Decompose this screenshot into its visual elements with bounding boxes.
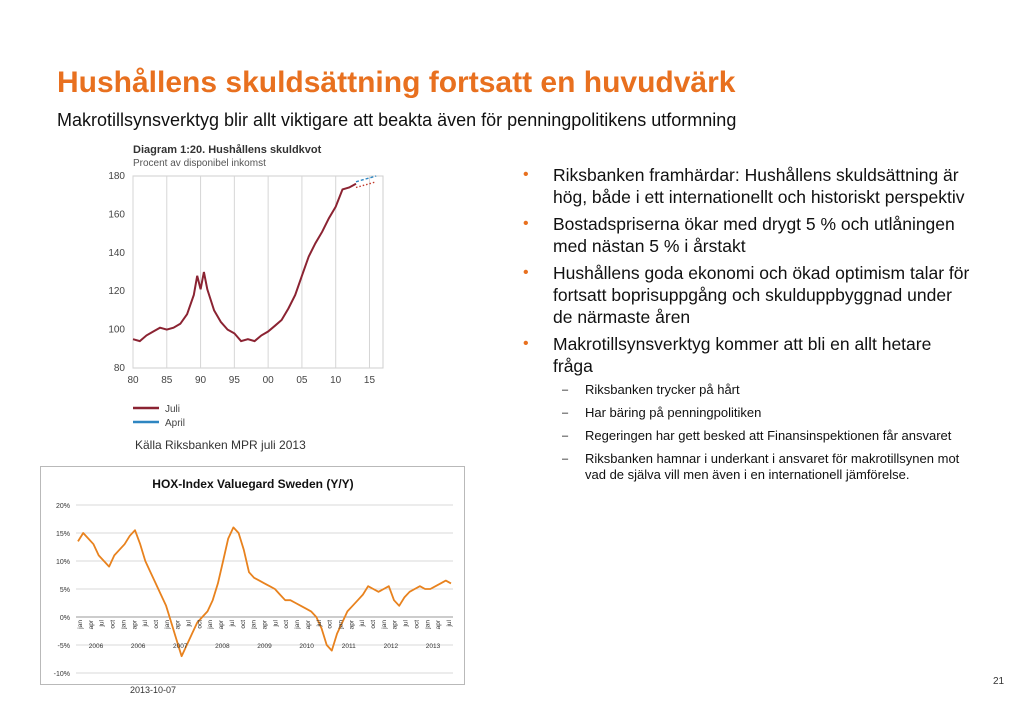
chart2-y-tick: -5% [57, 643, 70, 650]
chart2-month-tick: apr [435, 620, 443, 630]
chart2-month-tick: apr [174, 620, 182, 630]
sub-bullet-item [520, 428, 970, 444]
chart1-series-line [356, 176, 376, 182]
chart2-month-tick: jul [272, 620, 280, 627]
chart2-y-tick: 5% [59, 587, 70, 594]
chart1-x-tick: 95 [228, 375, 240, 386]
chart2-month-tick: apr [391, 620, 399, 630]
chart2-month-tick: oct [239, 620, 247, 629]
chart2-month-tick: apr [348, 620, 356, 630]
bullet-dot-icon: • [523, 264, 529, 281]
chart2-month-tick: jul [228, 620, 236, 627]
bullet-item [520, 333, 970, 377]
chart2-month-tick: jul [359, 620, 367, 627]
chart1-x-tick: 85 [161, 375, 173, 386]
chart1-legend-label: April [165, 418, 186, 429]
bullet-dot-icon: • [523, 335, 529, 352]
chart1-y-tick: 160 [108, 209, 125, 221]
bullet-text: Makrotillsynsverktyg kommer att bli en allt hetare fråga [553, 334, 932, 376]
chart1-title: Diagram 1:20. Hushållens skuldkvot [133, 144, 322, 156]
hox-index-chart [40, 466, 465, 685]
chart2-month-tick: oct [109, 620, 117, 629]
chart2-month-tick: jul [185, 620, 193, 627]
bullet-list [520, 164, 970, 490]
chart2-year-tick: 2008 [215, 643, 230, 650]
chart2-y-tick: -10% [53, 671, 70, 678]
sub-bullet-item [520, 405, 970, 421]
debt-ratio-chart [101, 138, 401, 436]
chart2-month-tick: jul [315, 620, 323, 627]
chart2-month-tick: jan [380, 620, 388, 629]
chart2-y-tick: 10% [55, 559, 70, 566]
sub-bullet-text: Har bäring på penningpolitiken [585, 405, 762, 420]
chart2-month-tick: apr [87, 620, 95, 630]
bullet-text: Riksbanken framhärdar: Hushållens skuldsättning är hög, både i ett internationellt och historiskt perspektiv [553, 165, 965, 207]
chart2-month-tick: apr [218, 620, 226, 630]
chart1-x-tick: 15 [363, 375, 376, 386]
dash-icon: – [562, 430, 569, 442]
chart2-month-tick: jul [446, 620, 453, 627]
chart2-year-tick: 2009 [257, 643, 272, 650]
chart1-y-tick: 180 [108, 171, 125, 182]
chart1-y-tick: 140 [108, 247, 125, 259]
bullet-dot-icon: • [523, 166, 529, 183]
chart2-month-tick: jan [294, 620, 302, 629]
chart1-x-tick: 05 [296, 375, 308, 386]
chart2-y-tick: 20% [55, 503, 70, 510]
chart2-year-tick: 2007 [173, 643, 188, 650]
dash-icon: – [562, 407, 569, 419]
dash-icon: – [562, 384, 569, 396]
chart1-legend-label: Juli [165, 404, 181, 415]
chart2-month-tick: oct [413, 620, 421, 629]
sub-bullet-text: Riksbanken hamnar i underkant i ansvaret för makrotillsynen mot vad de själva vill men även i en internationell jämförelse. [585, 451, 960, 482]
slide-title: Hushållens skuldsättning fortsatt en huvudvärk [57, 66, 736, 99]
bullet-text: Hushållens goda ekonomi och ökad optimism talar för fortsatt boprisuppgång och skulduppbyggnad under de närmaste åren [553, 263, 970, 327]
chart2-month-tick: jul [402, 620, 410, 627]
chart1-x-tick: 00 [262, 375, 274, 386]
sub-bullet-item [520, 382, 970, 398]
bullet-dot-icon: • [523, 215, 529, 232]
chart-source: Källa Riksbanken MPR juli 2013 [135, 438, 306, 452]
chart1-y-tick: 80 [113, 363, 125, 374]
page-number: 21 [993, 676, 1005, 687]
chart1-subtitle: Procent av disponibel inkomst [133, 158, 266, 169]
bullet-item [520, 262, 970, 328]
chart2-year-tick: 2013 [425, 643, 441, 650]
chart2-month-tick: jan [337, 620, 345, 629]
chart2-month-tick: jul [142, 620, 150, 627]
chart2-month-tick: oct [283, 620, 291, 629]
chart2-month-tick: jan [250, 620, 258, 629]
chart1-y-tick: 120 [108, 286, 125, 298]
chart2-year-tick: 2010 [299, 643, 314, 650]
bullet-item [520, 213, 970, 257]
chart2-month-tick: jan [163, 620, 171, 629]
slide-subtitle: Makrotillsynsverktyg blir allt viktigare att beakta även för penningpolitikens utformning [57, 110, 737, 130]
chart2-month-tick: oct [196, 620, 204, 629]
chart2-month-tick: jul [98, 620, 106, 627]
chart2-year-tick: 2012 [383, 643, 399, 650]
chart1-x-tick: 90 [195, 375, 207, 386]
chart2-month-tick: apr [261, 620, 269, 630]
chart2-y-tick: 0% [59, 615, 70, 622]
chart2-month-tick: jan [207, 620, 215, 629]
sub-bullet-text: Riksbanken trycker på hårt [585, 382, 740, 397]
chart2-month-tick: jan [77, 620, 84, 629]
bullet-item [520, 164, 970, 208]
chart1-y-tick: 100 [108, 324, 125, 336]
chart1-x-tick: 80 [127, 375, 139, 386]
chart2-month-tick: jan [120, 620, 128, 629]
chart2-month-tick: apr [131, 620, 139, 630]
chart1-series-line [356, 182, 376, 188]
chart2-y-tick: 15% [55, 531, 70, 538]
sub-bullet-text: Regeringen har gett besked att Finansinspektionen får ansvaret [585, 428, 952, 443]
footer-date: 2013-10-07 [130, 685, 177, 695]
chart2-year-tick: 2011 [341, 643, 356, 650]
chart2-month-tick: oct [326, 620, 334, 629]
chart2-month-tick: apr [304, 620, 312, 630]
chart2-month-tick: jan [424, 620, 432, 629]
chart2-series-line [78, 527, 451, 656]
sub-bullet-item [520, 451, 970, 483]
chart1-x-tick: 10 [330, 375, 342, 386]
chart2-year-tick: 2006 [130, 643, 146, 650]
bullet-text: Bostadspriserna ökar med drygt 5 % och utlåningen med nästan 5 % i årstakt [553, 214, 955, 256]
chart2-title: HOX-Index Valuegard Sweden (Y/Y) [152, 477, 354, 491]
chart2-month-tick: oct [153, 620, 160, 629]
chart2-year-tick: 2006 [88, 643, 104, 650]
chart2-month-tick: oct [370, 620, 377, 629]
dash-icon: – [562, 453, 569, 465]
